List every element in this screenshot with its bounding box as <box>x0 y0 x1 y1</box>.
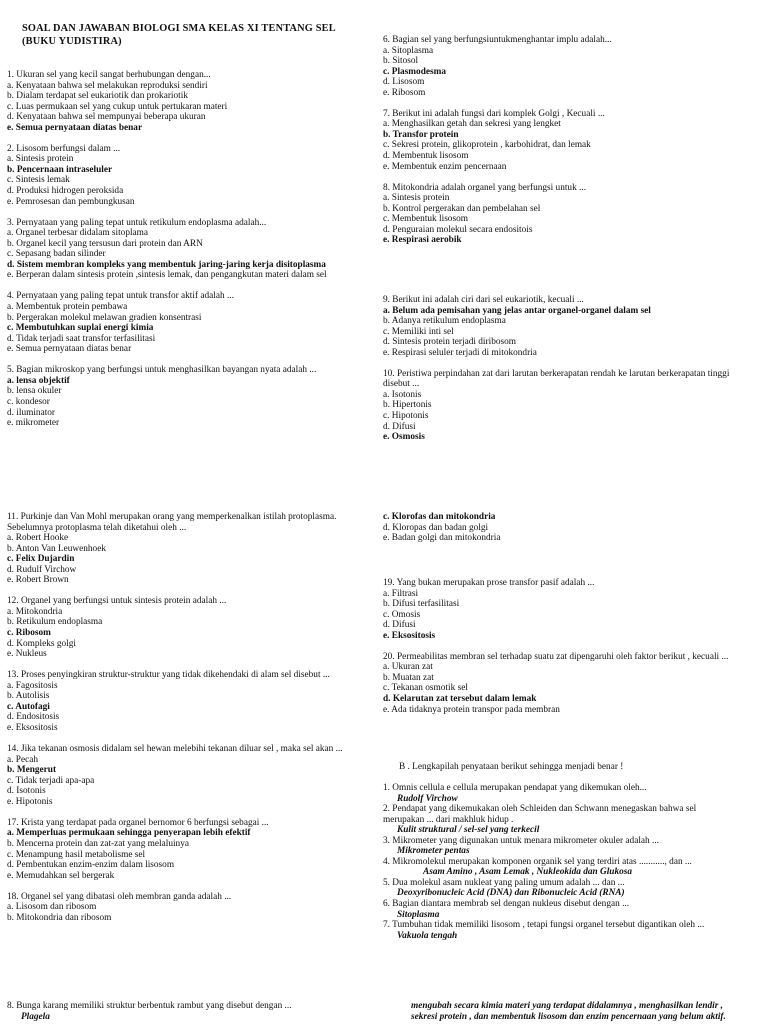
question-line: a. Filtrasi <box>383 588 419 599</box>
question-line: 17. Krista yang terdapat pada organel bernomor 6 berfungsi sebagai ... <box>7 817 269 828</box>
spacer <box>383 641 756 652</box>
question-line: 8. Mitokondria adalah organel yang berfungsi untuk ... <box>383 182 587 193</box>
answer-line: mengubah secara kimia materi yang terdapat didalamnya , menghasilkan lendir , <box>411 1001 723 1011</box>
question-line: d. Membentuk lisosom <box>383 151 469 162</box>
spacer <box>7 881 367 892</box>
answer-line: d. Sistem membran kompleks yang membentuk jaring-jaring kerja disitoplasma <box>7 259 326 270</box>
spacer <box>383 358 756 369</box>
answer-line: Mikrometer pentas <box>397 846 470 857</box>
answer-line: c. Felix Dujardin <box>7 554 75 565</box>
question-line: c. Tekanan osmotik sel <box>383 683 468 694</box>
spacer <box>7 133 367 144</box>
section-b-heading: B . Lengkapilah penyataan berikut sehingga menjadi benar ! <box>399 762 624 772</box>
right-bottom-questions <box>383 578 756 715</box>
question-line: a. Sintesis protein <box>7 154 74 165</box>
question-line: b. Autolisis <box>7 691 50 702</box>
question-line: d. Kenyataan bahwa sel mempunyai beberapa ukuran <box>7 112 206 123</box>
question-line: d. Difusi <box>383 620 416 631</box>
question-line: e. Ada tidaknya protein transpor pada membran <box>383 704 560 715</box>
question-line: b. Adanya retikulum endoplasma <box>383 316 506 327</box>
question-line: c. Omosis <box>383 609 421 620</box>
question-line: a. Fagositosis <box>7 680 58 691</box>
answer-line: Plagela <box>21 1011 50 1022</box>
question-line: d. Produksi hidrogen peroksida <box>7 186 124 197</box>
question-line: d. Rudulf Virchow <box>7 564 77 575</box>
question-line: c. Sintesis lemak <box>7 175 70 186</box>
question-line: a. Pecah <box>7 754 38 765</box>
question-line: a. Robert Hooke <box>7 533 69 544</box>
question-line: c. Menampung hasil metabolisme sel <box>7 849 146 860</box>
question-line: b. Mencerna protein dan zat-zat yang melaluinya <box>7 838 189 849</box>
question-line: d. Difusi <box>383 421 416 432</box>
section-b-list <box>383 783 756 941</box>
question-line: e. Robert Brown <box>7 575 69 586</box>
question-line: 20. Permeabilitas membran sel terhadap suatu zat dipengaruhi oleh faktor berikut , kecuali ... <box>383 651 729 662</box>
right-top-questions-a <box>383 35 756 246</box>
question-line: e. Ribosom <box>383 87 426 98</box>
question-line: d. Isotonis <box>7 786 46 797</box>
question-line: a. Menghasilkan getah dan sekresi yang lengket <box>383 119 561 130</box>
question-line: b. Mitokondria dan ribosom <box>7 912 112 923</box>
question-line: b. Kontrol pergerakan dan pembelahan sel <box>383 203 541 214</box>
answer-line: Asam Amino , Asam Lemak , Nukleokida dan Glukosa <box>423 867 633 878</box>
question-line: d. Kloropas dan badan golgi <box>383 522 489 533</box>
question-line: 5. Dua molekul asam nukleat yang paling umum adalah ... dan ... <box>383 877 625 888</box>
question-line: 7. Tumbuhan tidak memiliki lisosom , tetapi fungsi organel tersebut digantikan oleh ... <box>383 920 705 931</box>
question-line: 4. Pernyataan yang paling tepat untuk transfor aktif adalah ... <box>7 291 234 302</box>
question-line: 8. Bunga karang memiliki struktur berbentuk rambut yang disebut dengan ... <box>7 1001 292 1011</box>
question-line: d. Kompleks golgi <box>7 638 76 649</box>
answer-line: Rudolf Virchow <box>397 793 458 804</box>
question-line: e. Nukleus <box>7 649 47 660</box>
question-line: b. lensa okuler <box>7 386 62 397</box>
footer-right-answer <box>397 1001 762 1022</box>
question-line: 6. Bagian sel yang berfungsiuntukmenghantar implu adalah... <box>383 35 612 45</box>
spacer <box>7 281 367 292</box>
question-line: c. Sekresi protein, glikoprotein , karbohidrat, dan lemak <box>383 140 591 151</box>
answer-line: c. Membutuhkan suplai energi kimia <box>7 323 154 334</box>
spacer <box>7 660 367 671</box>
question-line: d. Pembentukan enzim-enzim dalam lisosom <box>7 860 175 871</box>
question-line: d. Lisosom <box>383 77 425 88</box>
answer-line: e. Eksositosis <box>383 630 436 641</box>
question-line: e. mikrometer <box>7 418 60 429</box>
question-line: 12. Organel yang berfungsi untuk sintesis protein adalah ... <box>7 596 227 607</box>
question-line: b. Muatan zat <box>383 672 434 683</box>
question-line: 4. Mikromolekul merupakan komponen organik sel yang terdiri atas ..........., dan ... <box>383 856 692 867</box>
question-line: 7. Berikut ini adalah fungsi dari komplek Golgi , Kecuali ... <box>383 108 605 119</box>
answer-line: c. Ribosom <box>7 628 51 639</box>
question-line: b. Hipertonis <box>383 400 432 411</box>
question-line: 1. Ukuran sel yang kecil sangat berhubungan dengan... <box>7 70 211 80</box>
question-line: c. Memiliki inti sel <box>383 326 454 337</box>
question-line: d. iluminator <box>7 407 56 418</box>
question-line: c. kondesor <box>7 396 50 407</box>
question-line: d. Endositosis <box>7 712 60 723</box>
question-line: e. Membentuk enzim pencernaan <box>383 161 507 172</box>
question-line: d. Sintesis protein terjadi diribosom <box>383 337 516 348</box>
question-line: 10. Peristiwa perpindahan zat dari larutan berkerapatan rendah ke larutan berkerapatan tinggi disebut ... <box>383 368 730 390</box>
question-line: c. Tidak terjadi apa-apa <box>7 775 95 786</box>
question-line: e. Respirasi seluler terjadi di mitokondria <box>383 347 537 358</box>
question-line: c. Luas permukaan sel yang cukup untuk pertukaran materi <box>7 101 228 112</box>
answer-line: sekresi protein , dan membentuk lisosom dan enzim pencernaan yang belum aktif. <box>411 1011 726 1022</box>
question-line: c. Membentuk lisosom <box>383 214 468 225</box>
question-line: Sebelumnya protoplasma telah diketahui oleh ... <box>7 522 187 533</box>
question-line: 11. Purkinje dan Van Mohl merupakan orang yang memperkenalkan istilah protoplasma. <box>7 512 337 522</box>
question-line: 3. Pernyataan yang paling tepat untuk retikulum endoplasma adalah... <box>7 217 267 228</box>
question-line: a. Lisosom dan ribosom <box>7 902 97 913</box>
question-line: a. Sitoplasma <box>383 45 434 56</box>
question-line: d. Tidak terjadi saat transfor terfasilitasi <box>7 333 156 344</box>
answer-line: c. Plasmodesma <box>383 66 447 77</box>
question-line: 2. Pendapat yang dikemukakan oleh Schleiden dan Schwann menegaskan bahwa sel <box>383 804 697 815</box>
question-line: c. Hipotonis <box>383 411 429 422</box>
spacer <box>7 807 367 818</box>
answer-line: a. lensa objektif <box>7 375 70 386</box>
question-line: e. Berperan dalam sintesis protein ,sintesis lemak, dan pengangkutan materi dalam sel <box>7 270 327 281</box>
spacer <box>7 207 367 218</box>
left-top-questions <box>7 70 367 429</box>
question-line: b. Anton Van Leuwenhoek <box>7 543 106 554</box>
answer-line: Vakuola tengah <box>397 930 458 941</box>
question-line: a. Isotonis <box>383 389 422 400</box>
question-line: e. Eksositosis <box>7 722 58 733</box>
question-line: 2. Lisosom berfungsi dalam ... <box>7 143 121 154</box>
question-line: b. Difusi terfasilitasi <box>383 599 460 610</box>
spacer <box>7 733 367 744</box>
question-line: b. Organel kecil yang tersusun dari protein dan ARN <box>7 238 203 249</box>
question-line: 13. Proses penyingkiran struktur-struktur yang tidak dikehendaki di alam sel disebut ... <box>7 670 330 681</box>
question-line: a. Mitokondria <box>7 606 63 617</box>
answer-line: Kulit struktural / sel-sel yang terkecil <box>397 825 540 836</box>
answer-line: b. Mengerut <box>7 765 57 776</box>
right-bottom-options <box>383 512 756 544</box>
question-line: 14. Jika tekanan osmosis didalam sel hewan melebihi tekanan diluar sel , maka sel akan ... <box>7 744 343 755</box>
spacer <box>383 98 756 109</box>
spacer <box>7 355 367 366</box>
question-line: 1. Omnis cellula e cellula merupakan pendapat yang dikemukan oleh... <box>383 783 647 793</box>
answer-line: b. Pencernaan intraseluler <box>7 164 113 175</box>
question-line: b. Dialam terdapat sel eukariotik dan prokariotik <box>7 91 188 102</box>
left-bottom-questions <box>7 512 367 923</box>
answer-line: e. Osmosis <box>383 432 425 443</box>
answer-line: b. Transfor protein <box>383 129 459 140</box>
answer-line: e. Respirasi aerobik <box>383 235 462 246</box>
document-title: SOAL DAN JAWABAN BIOLOGI SMA KELAS XI TENTANG SEL (BUKU YUDISTIRA) <box>22 23 336 47</box>
question-line: a. Sintesis protein <box>383 193 450 204</box>
answer-line: a. Belum ada pemisahan yang jelas antar organel-organel dalam sel <box>383 305 651 316</box>
question-line: 19. Yang bukan merupakan prose transfor pasif adalah ... <box>383 578 595 588</box>
question-line: e. Memudahkan sel bergerak <box>7 870 115 881</box>
question-line: a. Membentuk protein pembawa <box>7 302 128 313</box>
answer-line: a. Memperluas permukaan sehingga penyerapan lebih efektif <box>7 828 251 839</box>
question-line: e. Pemrosesan dan pembungkusan <box>7 196 135 207</box>
question-line: c. Sepasang badan silinder <box>7 249 106 260</box>
question-line: b. Sitosol <box>383 56 419 67</box>
answer-line: c. Klorofas dan mitokondria <box>383 512 496 522</box>
question-line: 6. Bagian diantara membrab sel dengan nukleus disebut dengan ... <box>383 899 630 910</box>
question-line: 9. Berikut ini adalah ciri dari sel eukariotik, kecuali ... <box>383 295 584 305</box>
question-line: e. Semua pernyataan diatas benar <box>7 344 132 355</box>
question-line: b. Pergerakan molekul melawan gradien konsentrasi <box>7 312 202 323</box>
question-line: e. Hipotonis <box>7 796 53 807</box>
answer-line: c. Autofagi <box>7 701 50 712</box>
answer-line: d. Kelarutan zat tersebut dalam lemak <box>383 694 537 705</box>
question-line: d. Penguraian molekul secara endositois <box>383 224 533 235</box>
question-line: 3. Mikrometer yang digunakan untuk menara mikrometer okuler adalah ... <box>383 835 659 846</box>
spacer <box>383 172 756 183</box>
answer-line: e. Semua pernyataan diatas benar <box>7 122 143 133</box>
question-line: e. Badan golgi dan mitokondria <box>383 533 501 544</box>
question-line: 18. Organel sel yang dibatasi oleh membran ganda adalah ... <box>7 891 232 902</box>
question-line: a. Kenyataan bahwa sel melakukan reproduksi sendiri <box>7 80 208 91</box>
footer-left-question <box>7 1001 367 1022</box>
question-line: b. Retikulum endoplasma <box>7 617 103 628</box>
question-line: 5. Bagian mikroskop yang berfungsi untuk menghasilkan bayangan nyata adalah ... <box>7 365 317 376</box>
question-line: a. Ukuran zat <box>383 662 433 673</box>
spacer <box>7 586 367 597</box>
answer-line: Sitoplasma <box>397 909 440 920</box>
right-top-questions-b <box>383 295 756 443</box>
question-line: merupakan ... dari makhluk hidup . <box>383 814 514 825</box>
question-line: a. Organel terbesar didalam sitoplama <box>7 228 149 239</box>
answer-line: Deoxyribonucleic Acid (DNA) dan Ribonucleic Acid (RNA) <box>397 888 625 899</box>
